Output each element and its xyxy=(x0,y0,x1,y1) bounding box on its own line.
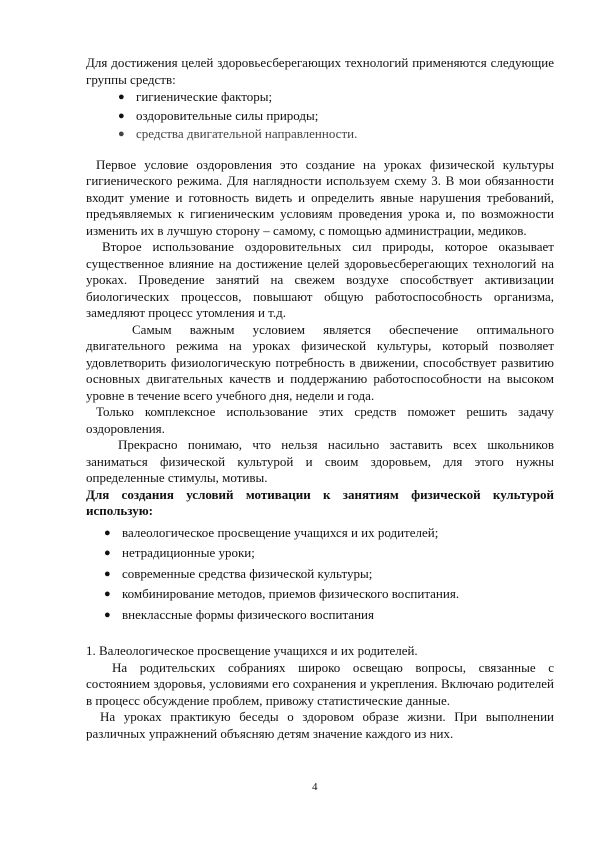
paragraph-complex: Только комплексное использование этих средств поможет решить задачу оздоровления. xyxy=(86,404,554,436)
list-item xyxy=(104,566,554,583)
list-item xyxy=(118,108,554,125)
intro-paragraph: Для достижения целей здоровьесберегающих технологий применяются следующие группы средств: xyxy=(86,55,554,87)
paragraph-motor-regime: Самым важным условием является обеспечение оптимального двигательного режима на уроках физической культуры, который позволяет удовлетворить физиологическую потребность в движении, способствует развитию основных двигательных качеств и поддержанию работоспособности на высоком уровне в течение всего учебного дня, недели и года. xyxy=(86,321,554,403)
section-heading: Для создания условий мотивации к занятиям физической культурой использую: xyxy=(86,486,554,518)
list-item xyxy=(104,586,554,603)
list-item xyxy=(104,545,554,562)
list-item xyxy=(104,607,554,624)
paragraph-motivation: Прекрасно понимаю, что нельзя насильно заставить всех школьников заниматься физической культурой и своим здоровьем, для этого нужны определенные стимулы, мотивы. xyxy=(86,437,554,485)
list-item xyxy=(118,89,554,106)
paragraph-nature: Второе использование оздоровительных сил природы, которое оказывает существенное влияние на достижение целей здоровьесберегающих технологий на уроках. Проведение занятий на свежем воздухе способствует активизации биологических процессов, повышают общую работоспособность организма, замедляют процесс утомления и т.д. xyxy=(86,239,554,320)
page-content xyxy=(86,55,554,742)
bullet-icon: ● xyxy=(104,588,111,600)
means-list xyxy=(86,89,554,143)
list-item-text: комбинирование методов, приемов физического воспитания. xyxy=(122,586,460,601)
list-item xyxy=(104,525,554,542)
bullet-icon: ● xyxy=(104,567,111,580)
list-item-text: валеологическое просвещение учащихся и их родителей; xyxy=(122,524,439,540)
bullet-icon: ● xyxy=(104,608,111,621)
conditions-list xyxy=(86,525,554,624)
paragraph-hygiene: Первое условие оздоровления это создание на уроках физической культуры гигиенического режима. Для наглядности используем схему 3. В мои обязанности входит умение и готовность видеть и определить явные нарушения требований, предъявляемых к гигиеническим условиям проведения урока и, по возможности изменить их в лучшую сторону – самому, с помощью администрации, медиков. xyxy=(86,156,554,238)
list-item-text: оздоровительные силы природы; xyxy=(136,107,319,123)
page-number: 4 xyxy=(312,781,318,793)
paragraph-lessons: На уроках практикую беседы о здоровом образе жизни. При выполнении различных упражнений объясняю детям значение каждого из них. xyxy=(86,709,554,741)
list-item xyxy=(118,126,554,143)
bullet-icon: ● xyxy=(104,547,111,559)
list-item-text: средства двигательной направленности. xyxy=(136,126,358,141)
list-item-text: внеклассные формы физического воспитания xyxy=(122,606,374,622)
bullet-icon: ● xyxy=(118,109,125,122)
bullet-icon: ● xyxy=(118,128,125,140)
bullet-icon: ● xyxy=(118,91,125,103)
list-item-text: гигиенические факторы; xyxy=(136,89,273,104)
bullet-icon: ● xyxy=(104,526,111,539)
list-item-text: нетрадиционные уроки; xyxy=(122,545,255,560)
section-title: 1. Валеологическое просвещение учащихся и их родителей. xyxy=(86,643,418,658)
paragraph-parents: На родительских собраниях широко освещаю вопросы, связанные с состоянием здоровья, условиями его сохранения и укрепления. Включаю родителей в процесс обсуждение проблем, привожу статистические данные. xyxy=(86,659,554,708)
list-item-text: современные средства физической культуры; xyxy=(122,565,373,581)
